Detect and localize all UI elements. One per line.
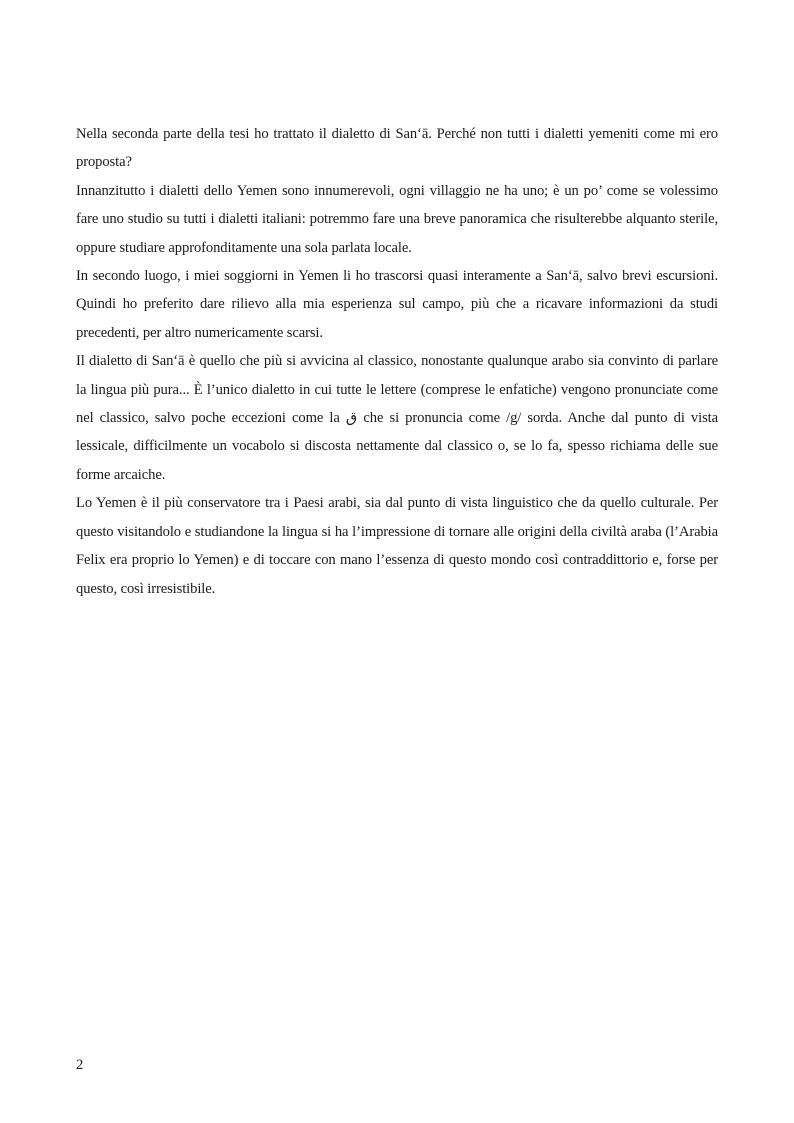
paragraph-2: Innanzitutto i dialetti dello Yemen sono innumerevoli, ogni villaggio ne ha uno; è un po’ come se volessimo fare uno studio su tutti i dialetti italiani: potremmo fare una breve panoramica che risulterebbe alquanto sterile, oppure studiare approfonditamente una sola parlata locale. xyxy=(76,182,718,256)
paragraph-4: Il dialetto di San‘ā è quello che più si avvicina al classico, nonostante qualunque arabo sia convinto di parlare la lingua più pura... È l’unico dialetto in cui tutte le lettere (comprese le enfatiche) vengono pronunciate come nel classico, salvo poche eccezioni come la ق che si pronuncia come /g/ sorda. Anche dal punto di vista lessicale, difficilmente un vocabolo si discosta nettamente dal classico o, se lo fa, spesso richiama delle sue forme arcaiche. xyxy=(76,353,718,483)
page-number: 2 xyxy=(76,1057,84,1073)
paragraph-3: In secondo luogo, i miei soggiorni in Yemen li ho trascorsi quasi interamente a San‘ā, salvo brevi escursioni. Quindi ho preferito dare rilievo alla mia esperienza sul campo, più che a ricavare informazioni da studi precedenti, per altro numericamente scarsi. xyxy=(76,268,718,341)
paragraph-1: Nella seconda parte della tesi ho trattato il dialetto di San‘ā. Perché non tutti i dialetti yemeniti come mi ero proposta? xyxy=(76,126,718,171)
body-text xyxy=(76,120,718,603)
paragraph-5: Lo Yemen è il più conservatore tra i Paesi arabi, sia dal punto di vista linguistico che da quello culturale. Per questo visitandolo e studiandone la lingua si ha l’impressione di tornare alle origini della civiltà araba (l’Arabia Felix era proprio lo Yemen) e di toccare con mano l’essenza di questo mondo così contraddittorio e, forse per questo, così irresistibile. xyxy=(76,495,718,597)
